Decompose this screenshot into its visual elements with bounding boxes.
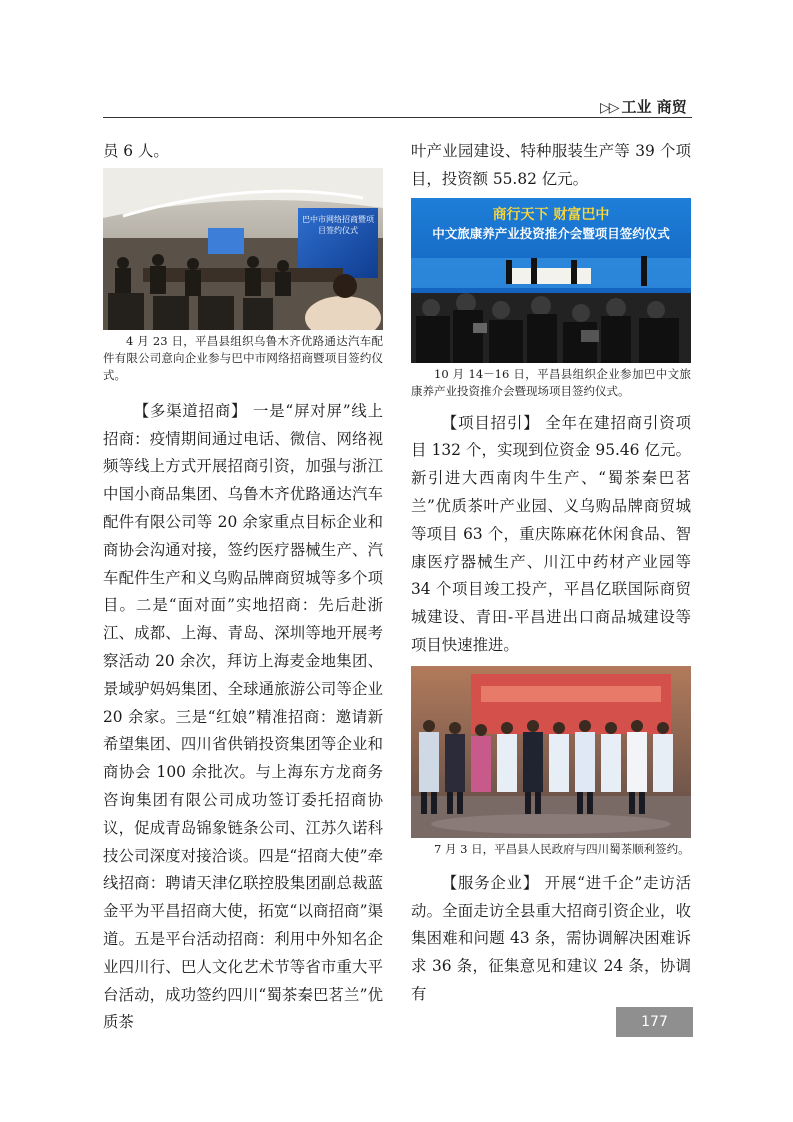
photo-online-signing: [103, 168, 383, 330]
left-column: [103, 138, 383, 1037]
caption-photo3: 7 月 3 日，平昌县人民政府与四川蜀茶顺利签约。: [434, 841, 690, 856]
header-marker: ▷▷: [600, 100, 618, 116]
photo2-title: 中文旅康养产业投资推介会暨项目签约仪式: [432, 225, 670, 241]
service-enterprise-paragraph: 【服务企业】 开展“进千企”走访活动。全面走访全县重大招商引资企业，收集困难和问题 43 条，需协调解决困难诉求 36 条，征集意见和建议 24 条，协调有: [411, 873, 691, 1003]
running-header: [600, 96, 700, 118]
photo2-banner: 商行天下 财富巴中: [492, 206, 610, 223]
photo1-screen-title: 巴中市网络招商暨项目签约仪式: [302, 214, 374, 235]
multi-channel-paragraph: 【多渠道招商】 一是“屏对屏”线上招商：疫情期间通过电话、微信、网络视频等线上方式开展招商引资，加强与浙江中国小商品集团、乌鲁木齐优路通达汽车配件有限公司等 20 余家重点目标企业和商协会沟通对接，签约医疗器械生产、汽车配件生产和义乌购品牌商贸城等多个项目。二是“面对面”实地招商：先后赴浙江、成都、上海、青岛、深圳等地开展考察活动 20 余次，拜访上海麦金地集团、景域驴妈妈集团、全球通旅游公司等企业 20 余家。三是“红娘”精准招商：邀请新希望集团、四川省供销投资集团等企业和商协会 100 余批次。与上海东方龙商务咨询集团有限公司成功签订委托招商协议，促成青岛锦象链条公司、江苏久诺科技公司深度对接洽谈。四是“招商大使”牵线招商：聘请天津亿联控股集团副总裁蓝金平为平昌招商大使，拓宽“以商招商”渠道。五是平台活动招商：利用中外知名企业四川行、巴人文化艺术节等省市重大平台活动，成功签约四川“蜀茶秦巴茗兰”优质茶: [103, 401, 383, 1032]
header-section: 工业 商贸: [621, 98, 687, 116]
photo-tea-signing: [411, 666, 691, 838]
right-column: [411, 138, 691, 1009]
caption-photo2: 10 月 14－16 日，平昌县组织企业参加巴中文旅康养产业投资推介会暨现场项目签约仪式。: [411, 366, 691, 398]
page-number: 177: [616, 1007, 693, 1037]
caption-photo1: 4 月 23 日，平昌县组织乌鲁木齐优路通达汽车配件有限公司意向企业参与巴中市网络招商暨项目签约仪式。: [103, 333, 383, 382]
left-lead-text: 员 6 人。: [103, 142, 169, 160]
project-attraction-paragraph: 【项目招引】 全年在建招商引资项目 132 个，实现到位资金 95.46 亿元。新引进大西南肉牛生产、“蜀茶秦巴茗兰”优质茶叶产业园、义乌购品牌商贸城等项目 63 个，重庆陈麻花休闲食品、智康医疗器械生产、川江中药材产业园等 34 个项目竣工投产，平昌亿联国际商贸城建设、青田-平昌进出口商品城建设等项目快速推进。: [411, 413, 691, 654]
header-rule: [103, 117, 692, 118]
photo-investment-conference: [411, 198, 691, 363]
right-lead-text: 叶产业园建设、特种服装生产等 39 个项目，投资额 55.82 亿元。: [411, 142, 691, 188]
